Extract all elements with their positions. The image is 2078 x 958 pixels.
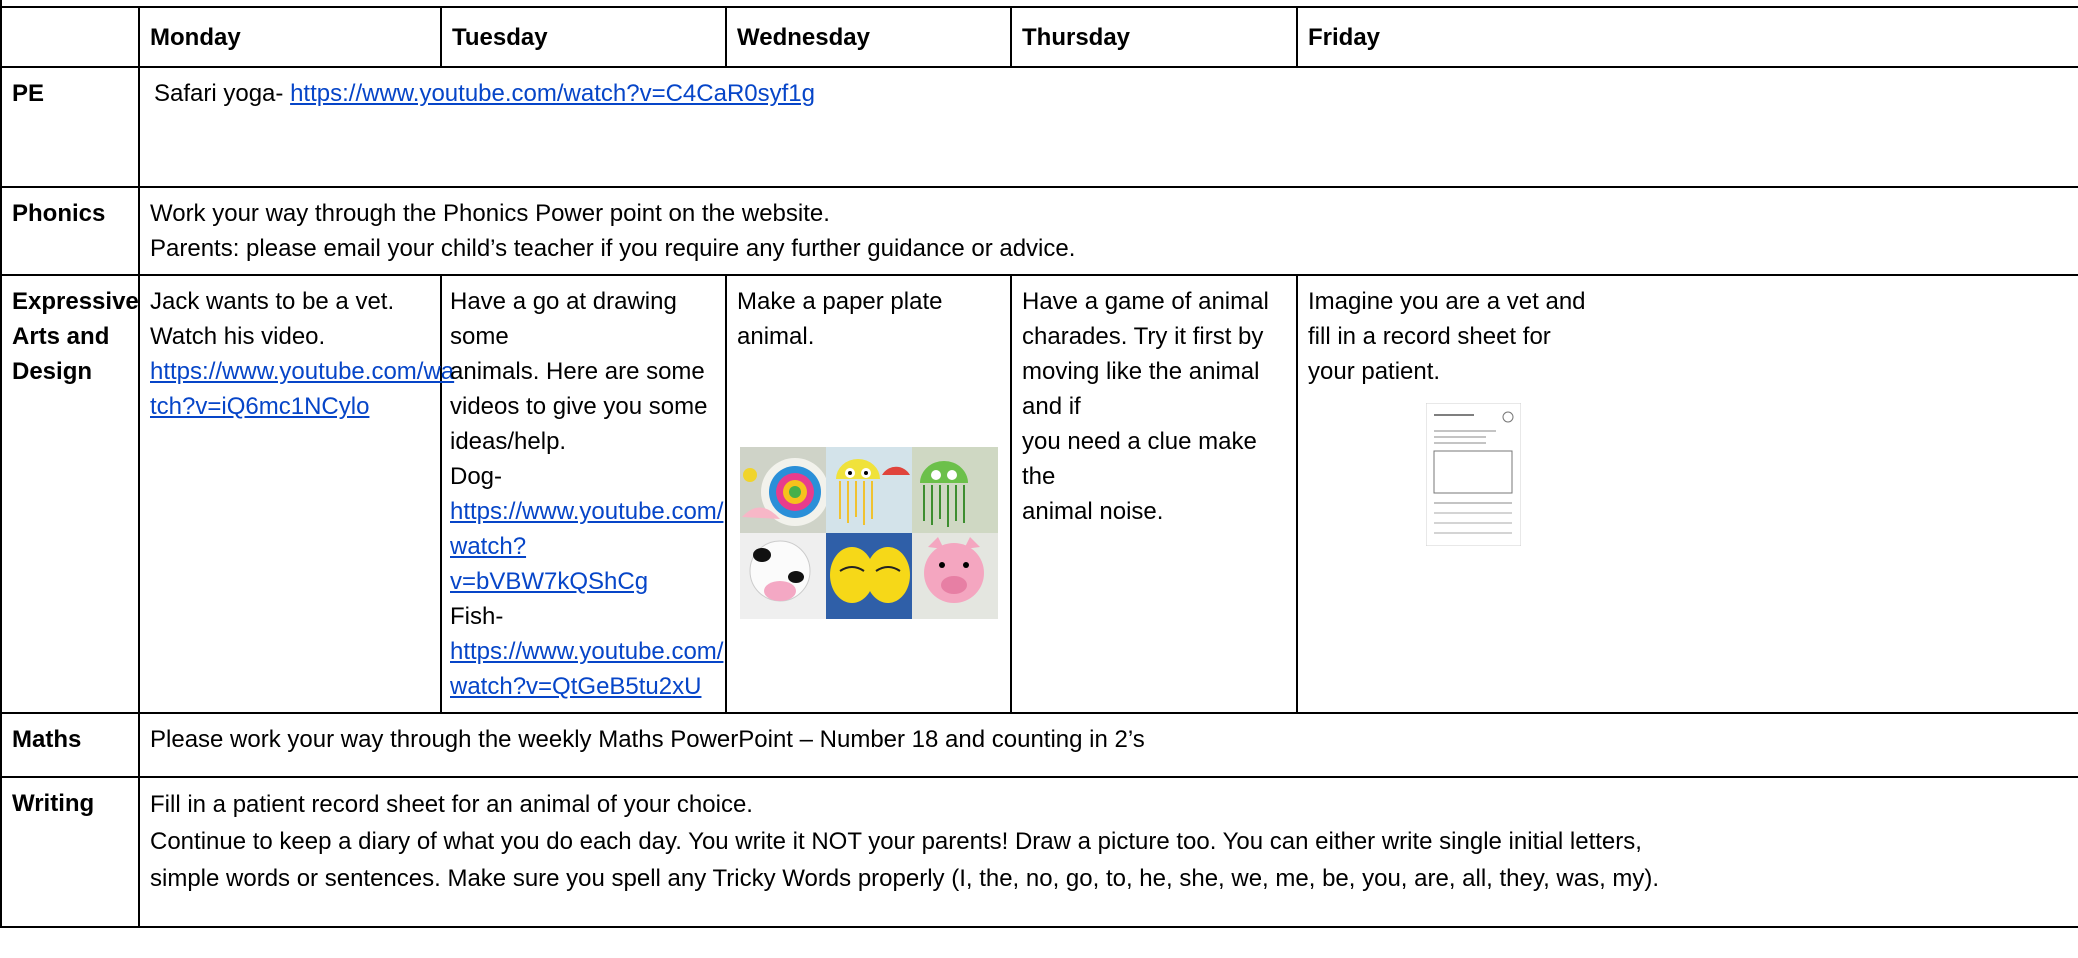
subject-ead	[1, 275, 139, 713]
phonics-row	[1, 187, 2078, 275]
day-header-wednesday: Wednesday	[726, 7, 1011, 67]
ead-friday-cell	[1297, 275, 2078, 713]
ead-friday-line-1: Imagine you are a vet and	[1308, 288, 1586, 315]
ead-thursday-line-2: charades. Try it first by	[1022, 323, 1264, 350]
day-header-thursday: Thursday	[1011, 7, 1297, 67]
ead-thursday-line-1: Have a game of animal	[1022, 288, 1269, 315]
ead-row	[1, 275, 2078, 713]
dog-label: Dog-	[450, 463, 503, 490]
subject-writing: Writing	[1, 777, 139, 927]
subject-ead-line-1: Expressive	[12, 288, 139, 315]
fish-label: Fish-	[450, 603, 504, 630]
fish-link-line-1: https://www.youtube.com/	[450, 638, 724, 665]
phonics-line-2: Parents: please email your child’s teacher if you require any further guidance or advice.	[150, 235, 1076, 262]
dog-video-link[interactable]	[450, 494, 724, 599]
jack-video-link-line-1: https://www.youtube.com/wa	[150, 358, 455, 385]
paper-plate-animals-image	[740, 447, 998, 619]
pe-row	[1, 67, 2078, 187]
maths-cell: Please work your way through the weekly Maths PowerPoint – Number 18 and counting in 2’s	[139, 713, 2078, 777]
subject-ead-line-2: Arts and	[12, 323, 110, 350]
phonics-line-1: Work your way through the Phonics Power point on the website.	[150, 200, 830, 227]
ead-thursday-line-4: you need a clue make the	[1022, 428, 1257, 490]
header-row	[1, 7, 2078, 67]
ead-wednesday-cell	[726, 275, 1011, 713]
pe-yoga-link[interactable]: https://www.youtube.com/watch?v=C4CaR0syf1g	[290, 80, 815, 107]
fish-link-line-2: watch?v=QtGeB5tu2xU	[450, 673, 702, 700]
weekly-plan-table	[0, 6, 2078, 928]
ead-friday-line-3: your patient.	[1308, 358, 1441, 385]
fish-video-link[interactable]	[450, 634, 724, 704]
ead-tuesday-line-3: videos to give you some	[450, 393, 708, 420]
writing-line-1: Fill in a patient record sheet for an animal of your choice.	[150, 791, 753, 818]
ead-tuesday-cell	[441, 275, 726, 713]
writing-cell	[139, 777, 2078, 927]
ead-friday-line-2: fill in a record sheet for	[1308, 323, 1551, 350]
dog-link-line-1: https://www.youtube.com/	[450, 498, 724, 525]
pe-text: Safari yoga-	[154, 80, 291, 107]
subject-ead-line-3: Design	[12, 358, 93, 385]
ead-monday-line-2: Watch his video.	[150, 323, 326, 350]
phonics-cell	[139, 187, 2078, 275]
ead-monday-cell	[139, 275, 455, 713]
header-empty-cell	[1, 7, 139, 67]
dog-link-line-2: watch?v=bVBW7kQShCg	[450, 533, 649, 595]
subject-pe: PE	[1, 67, 139, 187]
day-header-tuesday: Tuesday	[441, 7, 726, 67]
ead-thursday-line-5: animal noise.	[1022, 498, 1164, 525]
ead-tuesday-line-4: ideas/help.	[450, 428, 567, 455]
ead-tuesday-line-1: Have a go at drawing some	[450, 288, 677, 350]
subject-maths: Maths	[1, 713, 139, 777]
jack-video-link-line-2: tch?v=iQ6mc1NCylo	[150, 393, 370, 420]
day-header-friday: Friday	[1297, 7, 2078, 67]
day-header-monday: Monday	[139, 7, 441, 67]
maths-row	[1, 713, 2078, 777]
subject-phonics: Phonics	[1, 187, 139, 275]
jack-video-link[interactable]	[150, 354, 455, 424]
ead-wednesday-text: Make a paper plate animal.	[737, 288, 943, 350]
ead-thursday-cell	[1011, 275, 1297, 713]
writing-line-3: simple words or sentences. Make sure you spell any Tricky Words properly (I, the, no, go, to, he, she, we, me, be, you, are, all, they, was, my).	[150, 865, 1660, 892]
ead-thursday-line-3: moving like the animal and if	[1022, 358, 1260, 420]
writing-line-2: Continue to keep a diary of what you do each day. You write it NOT your parents! Draw a picture too. You can either write single initial letters,	[150, 828, 1642, 855]
ead-tuesday-line-2: animals. Here are some	[450, 358, 705, 385]
writing-row	[1, 777, 2078, 927]
patient-record-sheet-image	[1426, 403, 1521, 546]
ead-monday-line-1: Jack wants to be a vet.	[150, 288, 395, 315]
pe-cell	[139, 67, 2078, 187]
